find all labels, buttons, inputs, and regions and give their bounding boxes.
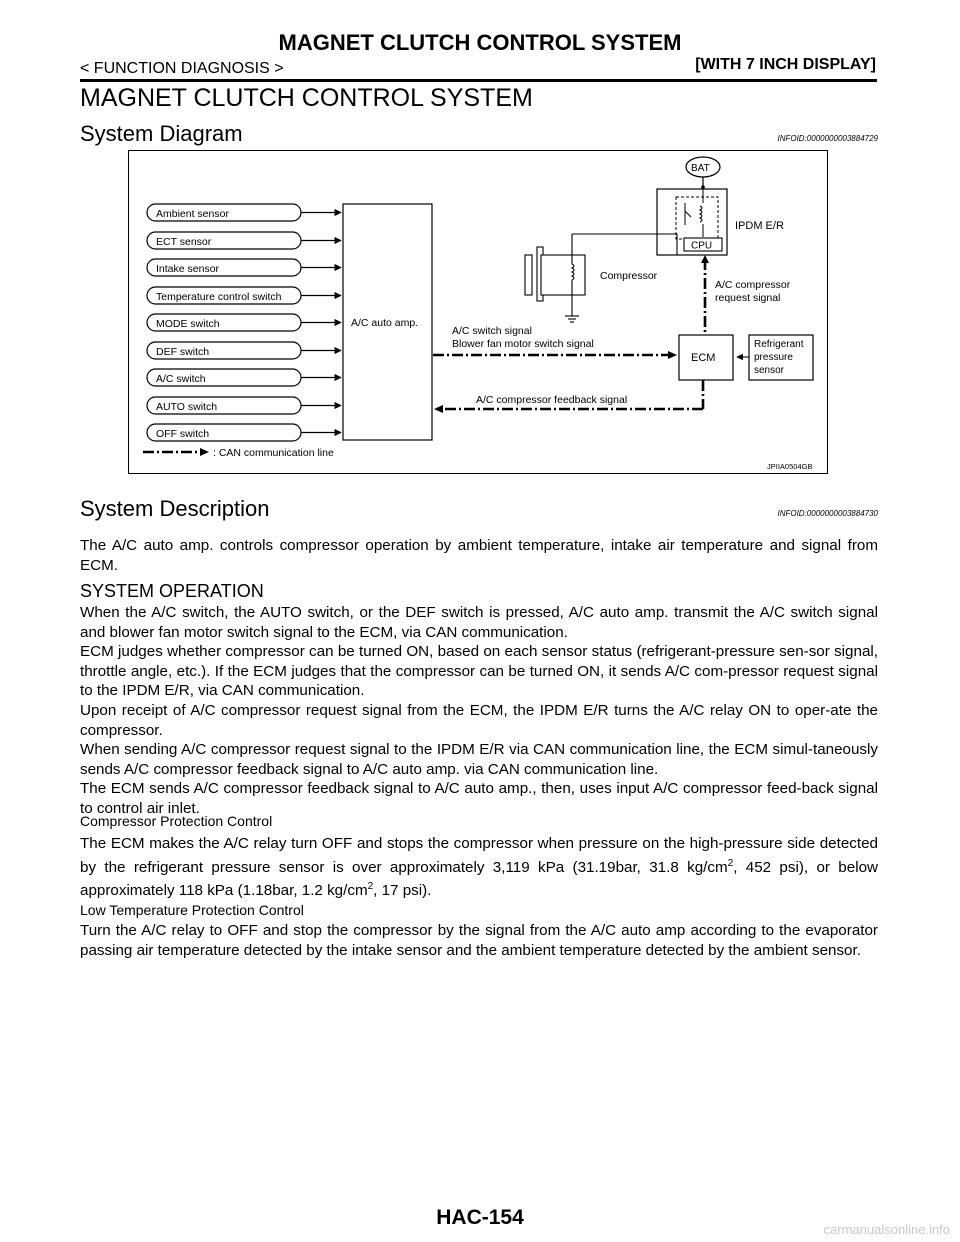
page-number: HAC-154 (436, 1206, 524, 1229)
ecm-label: ECM (691, 352, 716, 364)
input-label: OFF switch (156, 428, 210, 440)
protection-text-a: The ECM makes the A/C relay turn OFF and stops the compressor when pressure on the high-pressure side detected by the refrigerant pressure sensor is over approximately 3,119 kPa (31.19bar, 31.8 kg/cm (80, 835, 878, 876)
input-label: MODE switch (156, 318, 220, 330)
operation-paragraph: Upon receipt of A/C compressor request signal from the ECM, the IPDM E/R turns the A/C relay ON to oper-ate the compressor. (80, 701, 878, 739)
switch-signal-label-1: A/C switch signal (452, 325, 532, 337)
protection-text-b: , 452 psi), or below approximately 118 kPa (1.18bar, 1.2 kg/cm (80, 858, 878, 899)
bat-label: BAT (691, 163, 710, 174)
operation-paragraph: ECM judges whether compressor can be turned ON, based on each sensor status (refrigerant-pressure sen-sor signal, throttle angle, etc.). If the ECM judges that the compressor can be turned ON, it sends A/C com-pressor request signal to the IPDM E/R, via CAN communication. (80, 643, 878, 700)
figure-id: JPIIA0504GB (767, 462, 813, 471)
system-description-heading: System Description (80, 496, 270, 521)
ac-auto-amp-label: A/C auto amp. (351, 317, 419, 329)
refrigerant-label-2: pressure (754, 352, 793, 363)
low-temp-protection-text: Turn the A/C relay to OFF and stop the compressor by the signal from the A/C auto amp according to the evaporator passing air temperature detected by the intake sensor and the ambient temperature detected by the ambient sensor. (80, 922, 878, 959)
protection-text-c: , 17 psi). (373, 882, 432, 899)
page-title: MAGNET CLUTCH CONTROL SYSTEM (80, 84, 533, 112)
low-temp-protection-heading: Low Temperature Protection Control (80, 902, 304, 918)
system-description-text: The A/C auto amp. controls compressor operation by ambient temperature, intake air temperature and signal from ECM. (80, 537, 878, 574)
header-rule (80, 79, 877, 82)
refrigerant-label-3: sensor (754, 365, 785, 376)
compressor-protection-text (80, 832, 878, 903)
input-label: A/C switch (156, 373, 206, 385)
input-list (147, 204, 341, 441)
system-operation-heading: SYSTEM OPERATION (80, 581, 264, 601)
protection-sup-a: 2 (727, 857, 734, 869)
legend-label: : CAN communication line (213, 447, 334, 459)
system-operation-body (80, 603, 878, 819)
cpu-label: CPU (691, 240, 713, 252)
system-diagram-infoid: INFOID:0000000003884729 (777, 134, 878, 143)
variant-label: [WITH 7 INCH DISPLAY] (695, 56, 876, 73)
input-label: AUTO switch (156, 401, 218, 413)
operation-paragraph: The ECM sends A/C compressor feedback signal to A/C auto amp., then, uses input A/C compressor feed-back signal to control air inlet. (80, 780, 878, 817)
request-signal-label-1: A/C compressor (715, 279, 791, 291)
running-header-title: MAGNET CLUTCH CONTROL SYSTEM (278, 30, 682, 55)
watermark: carmanualsonline.info (823, 1222, 950, 1237)
input-label: Ambient sensor (156, 208, 229, 220)
compressor-protection-heading: Compressor Protection Control (80, 813, 273, 829)
feedback-signal-label: A/C compressor feedback signal (476, 394, 628, 406)
request-signal-label-2: request signal (715, 292, 781, 304)
compressor-label: Compressor (600, 270, 658, 282)
system-diagram-heading: System Diagram (80, 121, 243, 146)
compressor-clutch-box (541, 255, 585, 295)
input-label: DEF switch (156, 346, 210, 358)
section-label: < FUNCTION DIAGNOSIS > (80, 60, 284, 77)
protection-sup-b: 2 (367, 880, 374, 892)
switch-signal-label-2: Blower fan motor switch signal (452, 338, 594, 350)
operation-paragraph: When sending A/C compressor request signal to the IPDM E/R via CAN communication line, the ECM simul-taneously sends A/C compressor feedback signal to A/C auto amp. via CAN communication line. (80, 741, 878, 778)
input-label: ECT sensor (156, 236, 212, 248)
refrigerant-label-1: Refrigerant (754, 339, 804, 350)
operation-paragraph: When the A/C switch, the AUTO switch, or the DEF switch is pressed, A/C auto amp. transmit the A/C switch signal and blower fan motor switch signal to the ECM, via CAN communication. (80, 604, 878, 641)
system-description-infoid: INFOID:0000000003884730 (777, 509, 878, 518)
system-diagram (128, 150, 828, 474)
ipdm-label: IPDM E/R (735, 220, 784, 232)
input-label: Intake sensor (156, 263, 220, 275)
compressor-pulley (525, 255, 532, 295)
input-label: Temperature control switch (156, 291, 282, 303)
